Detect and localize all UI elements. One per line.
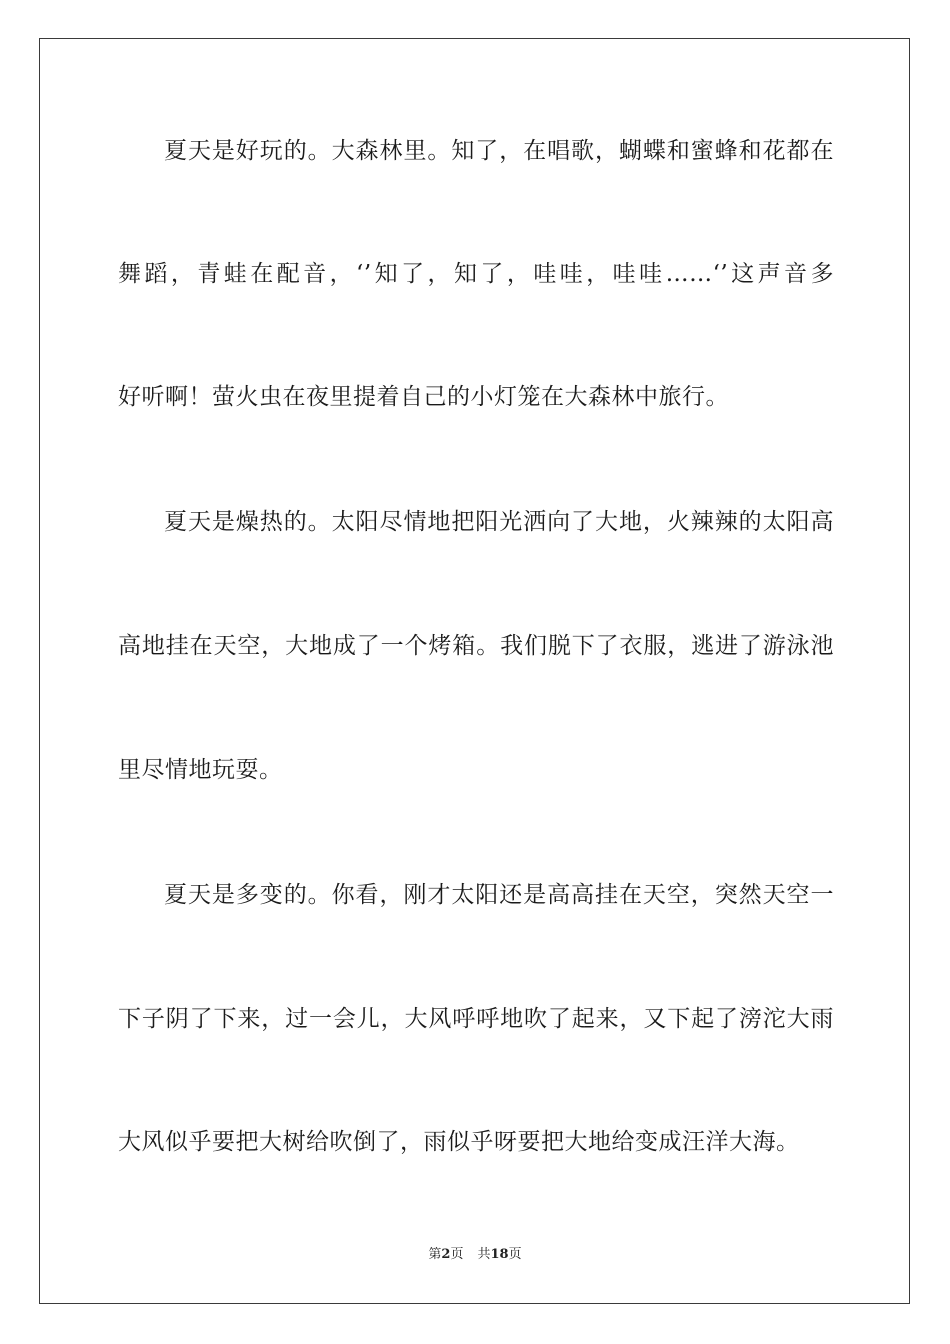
paragraph-2-line-3: 里尽情地玩耍。 — [118, 757, 283, 783]
paragraph-3-line-3: 大风似乎要把大树给吹倒了，雨似乎呀要把大地给变成汪洋大海。 — [118, 1129, 800, 1155]
page-prefix: 第 — [428, 1247, 442, 1262]
page-suffix: 页 — [450, 1247, 464, 1262]
paragraph-2-line-1: 夏天是燥热的。太阳尽情地把阳光洒向了大地，火辣辣的太阳高 — [164, 509, 834, 535]
page-number: 2 — [441, 1247, 451, 1262]
paragraph-1-line-1: 夏天是好玩的。大森林里。知了，在唱歌，蝴蝶和蜜蜂和花都在 — [164, 138, 834, 164]
total-prefix: 共 — [477, 1247, 491, 1262]
paragraph-1-line-3: 好听啊！萤火虫在夜里提着自己的小灯笼在大森林中旅行。 — [118, 384, 729, 410]
total-suffix: 页 — [508, 1247, 522, 1262]
page-footer — [0, 1246, 950, 1264]
paragraph-1-line-2: 舞蹈，青蛙在配音，‘’知了，知了，哇哇，哇哇……‘’这声音多 — [118, 261, 834, 287]
paragraph-2-line-2: 高地挂在天空，大地成了一个烤箱。我们脱下了衣服，逃进了游泳池 — [118, 633, 834, 659]
paragraph-3-line-1: 夏天是多变的。你看，刚才太阳还是高高挂在天空，突然天空一 — [164, 882, 834, 908]
total-pages: 18 — [490, 1247, 509, 1262]
page-border — [39, 38, 910, 1304]
paragraph-3-line-2: 下子阴了下来，过一会儿，大风呼呼地吹了起来，又下起了滂沱大雨 — [118, 1006, 834, 1032]
